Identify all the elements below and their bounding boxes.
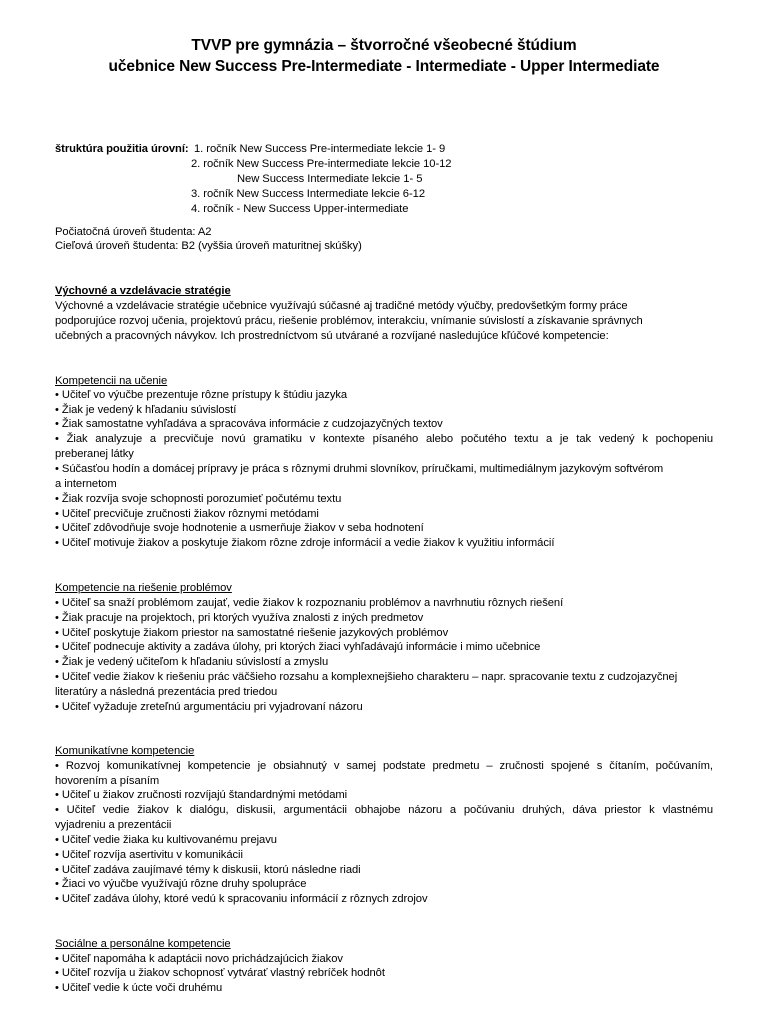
start-level: Počiatočná úroveň študenta: A2 xyxy=(55,226,212,238)
target-level: Cieľová úroveň študenta: B2 (vyššia úroveň maturitnej skúšky) xyxy=(55,240,362,252)
learning-line: • Súčasťou hodín a domácej prípravy je práca s rôznymi druhmi slovníkov, príručkami, multimediálnym jazykovým softvérom xyxy=(55,463,664,475)
strategies-line: Výchovné a vzdelávacie stratégie učebnice využívajú súčasné aj tradičné metódy výučby, predovšetkým formy práce xyxy=(55,300,628,312)
problems-line: literatúry a následná prezentácia pred triedou xyxy=(55,686,278,698)
communication-line: • Žiaci vo výučbe využívajú rôzne druhy spolupráce xyxy=(55,878,307,890)
structure-label: štruktúra použitia úrovní: xyxy=(55,143,189,155)
learning-line: a internetom xyxy=(55,478,117,490)
problems-line: • Žiak je vedený učiteľom k hľadaniu súvislostí a zmyslu xyxy=(55,656,329,668)
section-heading-learning: Kompetencii na učenie xyxy=(55,375,168,387)
learning-line: • Učiteľ motivuje žiakov a poskytuje žiakom rôzne zdroje informácií a vedie žiakov k využitiu informácií xyxy=(55,537,555,549)
document-subtitle: učebnice New Success Pre-Intermediate - Intermediate - Upper Intermediate xyxy=(108,58,660,75)
structure-line: 1. ročník New Success Pre-intermediate lekcie 1- 9 xyxy=(194,143,446,155)
learning-line: • Učiteľ precvičuje zručnosti žiakov rôznymi metódami xyxy=(55,508,319,520)
social-line: • Učiteľ vedie k úcte voči druhému xyxy=(55,982,223,994)
structure-line: 2. ročník New Success Pre-intermediate lekcie 10-12 xyxy=(191,158,452,170)
social-line: • Učiteľ napomáha k adaptácii novo prichádzajúcich žiakov xyxy=(55,953,343,965)
communication-line: • Učiteľ zadáva úlohy, ktoré vedú k spracovaniu informácií z rôznych zdrojov xyxy=(55,893,428,905)
communication-line: • Učiteľ rozvíja asertivitu v komunikácii xyxy=(55,849,243,861)
communication-line: • Učiteľ zadáva zaujímavé témy k diskusii, ktorú následne riadi xyxy=(55,864,361,876)
communication-line: • Učiteľ u žiakov zručnosti rozvíjajú štandardnými metódami xyxy=(55,789,348,801)
problems-line: • Učiteľ podnecuje aktivity a zadáva úlohy, pri ktorých žiaci vyhľadávajú informácie i mimo učebnice xyxy=(55,641,541,653)
learning-line: • Žiak analyzuje a precvičuje novú gramatiku v kontexte písaného alebo počutého textu a je tak vedený k pochopeniu xyxy=(55,433,713,445)
learning-line: • Učiteľ zdôvodňuje svoje hodnotenie a usmerňuje žiakov v seba hodnotení xyxy=(55,522,424,534)
section-heading-social: Sociálne a personálne kompetencie xyxy=(55,938,231,950)
learning-line: • Žiak rozvíja svoje schopnosti porozumieť počutému textu xyxy=(55,493,342,505)
learning-line: preberanej látky xyxy=(55,448,134,460)
section-heading-communication: Komunikatívne kompetencie xyxy=(55,745,195,757)
strategies-line: učebných a pracovných návykov. Ich prostredníctvom sú utvárané a rozvíjané nasledujúce kľúčové kompetencie: xyxy=(55,330,609,342)
learning-line: • Učiteľ vo výučbe prezentuje rôzne prístupy k štúdiu jazyka xyxy=(55,389,348,401)
learning-line: • Žiak je vedený k hľadaniu súvislostí xyxy=(55,404,237,416)
problems-line: • Učiteľ sa snaží problémom zaujať, vedie žiakov k rozpoznaniu problémov a navrhnutiu rôznych riešení xyxy=(55,597,564,609)
problems-line: • Učiteľ vyžaduje zreteľnú argumentáciu pri vyjadrovaní názoru xyxy=(55,701,363,713)
social-line: • Učiteľ rozvíja u žiakov schopnosť vytvárať vlastný rebríček hodnôt xyxy=(55,967,385,979)
structure-line: 3. ročník New Success Intermediate lekcie 6-12 xyxy=(191,188,425,200)
section-heading-problems: Kompetencie na riešenie problémov xyxy=(55,582,232,594)
problems-line: • Učiteľ vedie žiakov k riešeniu prác väčšieho rozsahu a komplexnejšieho charakteru – napr. spracovanie textu z cudzojazyčnej xyxy=(55,671,678,683)
learning-line: • Žiak samostatne vyhľadáva a spracováva informácie z cudzojazyčných textov xyxy=(55,418,443,430)
communication-line: vyjadreniu a prezentácii xyxy=(55,819,172,831)
document-title: TVVP pre gymnázia – štvorročné všeobecné štúdium xyxy=(191,37,577,54)
problems-line: • Žiak pracuje na projektoch, pri ktorých využíva znalosti z iných predmetov xyxy=(55,612,424,624)
communication-line: • Učiteľ vedie žiaka ku kultivovanému prejavu xyxy=(55,834,277,846)
section-heading-strategies: Výchovné a vzdelávacie stratégie xyxy=(55,285,231,297)
communication-line: hovorením a písaním xyxy=(55,775,160,787)
problems-line: • Učiteľ poskytuje žiakom priestor na samostatné riešenie jazykových problémov xyxy=(55,627,449,639)
structure-line: New Success Intermediate lekcie 1- 5 xyxy=(237,173,423,185)
structure-line: 4. ročník - New Success Upper-intermediate xyxy=(191,203,409,215)
communication-line: • Rozvoj komunikatívnej kompetencie je obsiahnutý v samej podstate predmetu – zručnosti spojené s čítaním, počúvaním, xyxy=(55,760,713,772)
communication-line: • Učiteľ vedie žiakov k dialógu, diskusii, argumentácii obhajobe názoru a počúvaniu druhých, dáva priestor k vlastnému xyxy=(55,804,713,816)
strategies-line: podporujúce rozvoj učenia, projektovú prácu, riešenie problémov, interakciu, vnímanie súvislostí a získavanie správnych xyxy=(55,315,643,327)
